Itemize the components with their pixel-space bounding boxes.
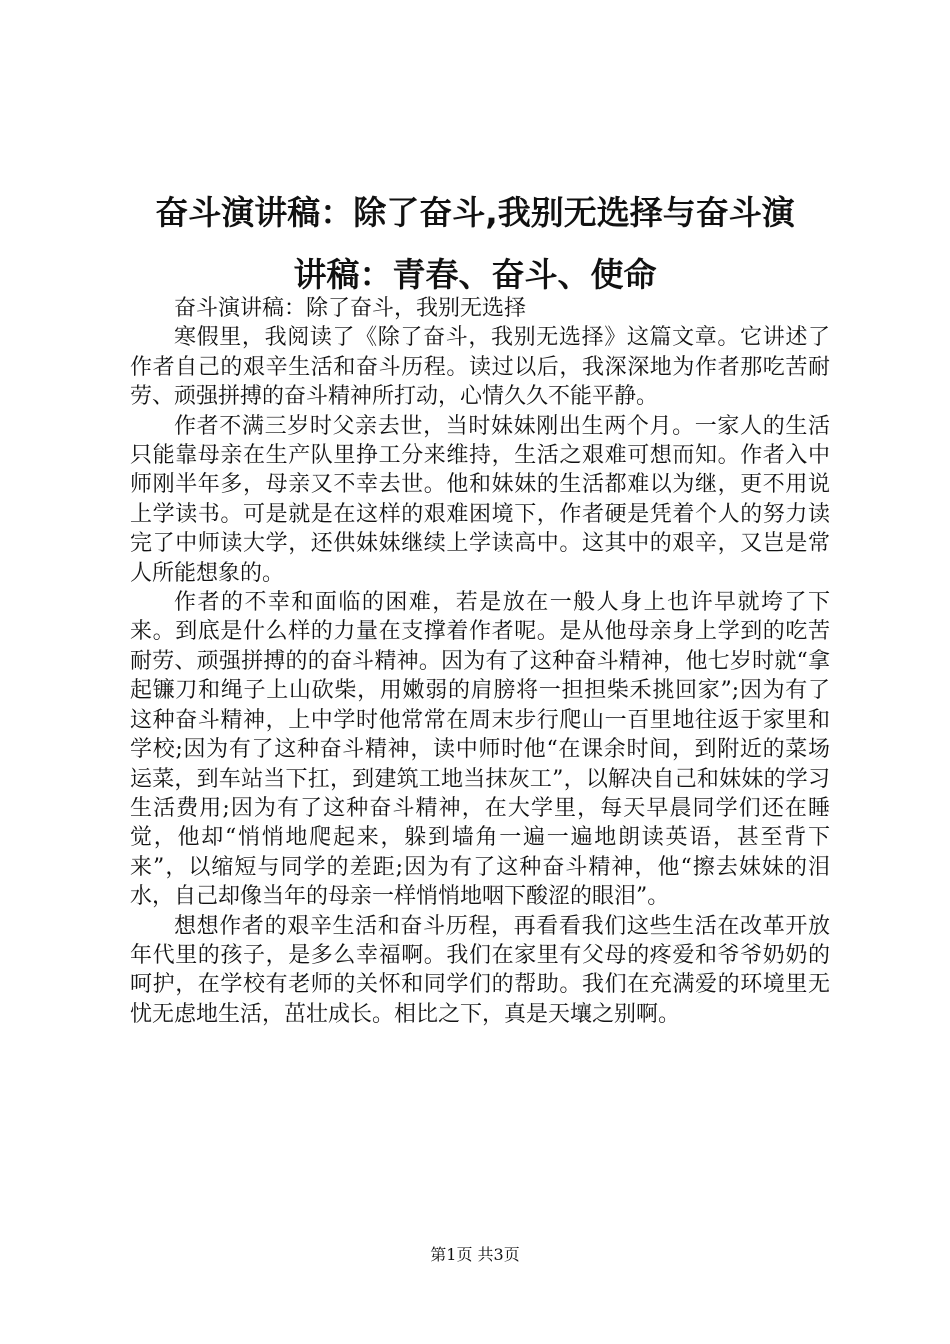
body-paragraph: 作者的不幸和面临的困难，若是放在一般人身上也许早就垮了下来。到底是什么样的力量在支撑着作者呢。是从他母亲身上学到的吃苦耐劳、顽强拼搏的的奋斗精神。因为有了这种奋斗精神，他七岁时就“拿起镰刀和绳子上山砍柴，用嫩弱的肩膀将一担担柴禾挑回家”;因为有了这种奋斗精神，上中学时他常常在周末步行爬山一百里地往返于家里和学校;因为有了这种奋斗精神，读中师时他“在课余时间，到附近的菜场运菜，到车站当下扛，到建筑工地当抹灰工”，以解决自己和妹妹的学习生活费用;因为有了这种奋斗精神，在大学里，每天早晨同学们还在睡觉，他却“悄悄地爬起来，躲到墙角一遍一遍地朗读英语，甚至背下来”，以缩短与同学的差距;因为有了这种奋斗精神，他“擦去妹妹的泪水，自己却像当年的母亲一样悄悄地咽下酸涩的眼泪”。	[130, 590, 830, 910]
title-line-1: 奋斗演讲稿：除了奋斗,我别无选择与奋斗演	[155, 193, 795, 232]
body-paragraph: 寒假里，我阅读了《除了奋斗，我别无选择》这篇文章。它讲述了作者自己的艰辛生活和奋斗历程。读过以后，我深深地为作者那吃苦耐劳、顽强拼搏的奋斗精神所打动，心情久久不能平静。	[130, 325, 830, 410]
document-body	[130, 294, 830, 1029]
subtitle-paragraph: 奋斗演讲稿：除了奋斗，我别无选择	[174, 296, 527, 321]
title-line-2: 讲稿：青春、奋斗、使命	[293, 255, 657, 294]
body-paragraph: 想想作者的艰辛生活和奋斗历程，再看看我们这些生活在改革开放年代里的孩子，是多么幸福啊。我们在家里有父母的疼爱和爷爷奶奶的呵护，在学校有老师的关怀和同学们的帮助。我们在充满爱的环境里无忧无虑地生活，茁壮成长。相比之下，真是天壤之别啊。	[130, 913, 830, 1027]
page-footer: 第1页 共3页	[430, 1245, 520, 1264]
document-title	[100, 182, 850, 306]
body-paragraph: 作者不满三岁时父亲去世，当时妹妹刚出生两个月。一家人的生活只能靠母亲在生产队里挣工分来维持，生活之艰难可想而知。作者入中师刚半年多，母亲又不幸去世。他和妹妹的生活都难以为继，更不用说上学读书。可是就是在这样的艰难困境下，作者硬是凭着个人的努力读完了中师读大学，还供妹妹继续上学读高中。这其中的艰辛，又岂是常人所能想象的。	[130, 413, 830, 586]
